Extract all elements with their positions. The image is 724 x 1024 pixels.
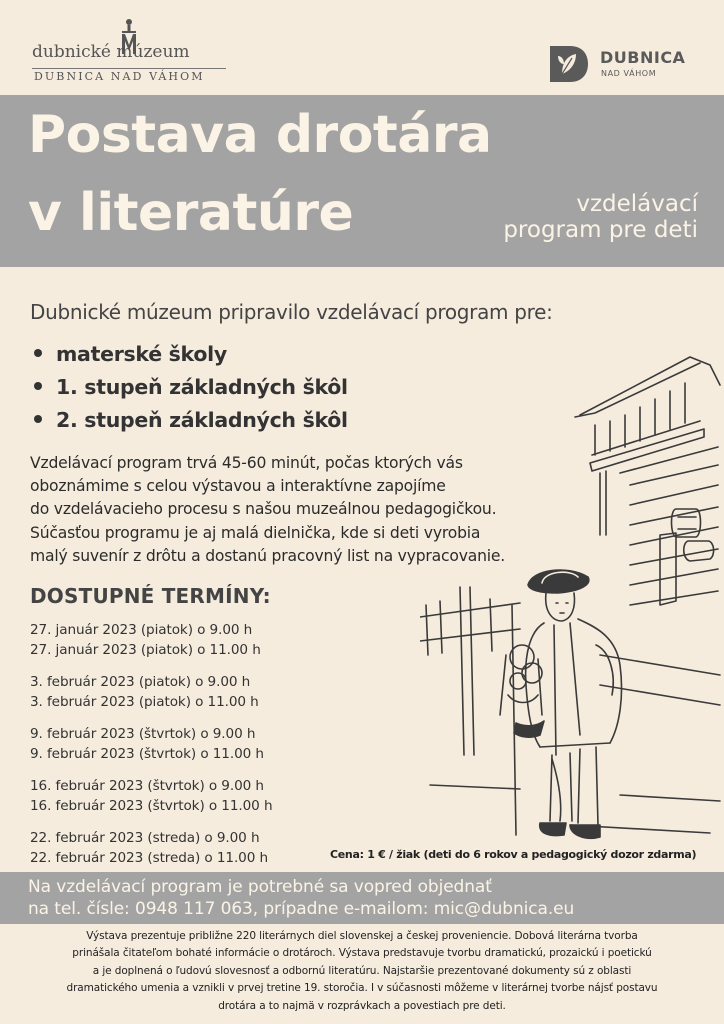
- program-description: [30, 452, 600, 568]
- title-line-2: v literatúre: [28, 183, 354, 243]
- intro-text: Dubnické múzeum pripravilo vzdelávací program pre:: [30, 300, 553, 324]
- footer-line: dramatického umenia a vznikli v prvej tretine 19. storočia. I v súčasnosti môžeme v literárnej tvorbe nájsť postavu: [66, 982, 658, 995]
- date-item: 27. január 2023 (piatok) o 9.00 h: [30, 622, 253, 638]
- description-line: Súčasťou programu je aj malá dielnička, kde si deti vyrobia: [30, 523, 481, 542]
- tinker-drotar-drawing: [420, 355, 724, 855]
- date-item: 3. február 2023 (piatok) o 11.00 h: [30, 694, 259, 710]
- date-item: 27. január 2023 (piatok) o 11.00 h: [30, 642, 261, 658]
- date-item: 16. február 2023 (štvrtok) o 11.00 h: [30, 798, 273, 814]
- bullet-icon: [34, 415, 42, 423]
- footer-line: Výstava prezentuje približne 220 literárnych diel slovenskej a českej proveniencie. Dobová literárna tvorba: [86, 930, 638, 942]
- contact-line-2: na tel. čísle: 0948 117 063, prípadne e-mailom: mic@dubnica.eu: [28, 899, 575, 919]
- museum-logo: [32, 18, 232, 83]
- bullet-icon: [34, 349, 42, 357]
- date-group: [30, 620, 272, 660]
- dates-list: [30, 620, 272, 880]
- museum-name: dubnické múzeum: [32, 42, 190, 62]
- date-item: 16. február 2023 (štvrtok) o 9.00 h: [30, 778, 264, 794]
- date-group: [30, 672, 272, 712]
- audience-item: 2. stupeň základných škôl: [34, 404, 348, 437]
- city-name: DUBNICA: [600, 48, 686, 67]
- date-item: 9. február 2023 (štvrtok) o 11.00 h: [30, 746, 264, 762]
- date-item: 3. február 2023 (piatok) o 9.00 h: [30, 674, 251, 690]
- date-item: 9. február 2023 (štvrtok) o 9.00 h: [30, 726, 256, 742]
- description-line: do vzdelávacieho procesu s našou muzeálnou pedagogičkou.: [30, 500, 497, 519]
- description-line: malý suvenír z drôtu a dostanú pracovný list na vypracovanie.: [30, 546, 506, 565]
- date-item: 22. február 2023 (streda) o 11.00 h: [30, 850, 269, 866]
- date-group: [30, 724, 272, 764]
- city-subtitle: NAD VÁHOM: [601, 69, 657, 78]
- footer-line: drotára a to najmä v rozprávkach a povestiach pre deti.: [218, 999, 506, 1012]
- footer-line: a je doplnená o ľudovú slovesnosť a odbornú literatúru. Najstaršie prezentované dokumenty sú z oblasti: [92, 964, 632, 977]
- footer-line: prinášala čitateľom bohaté informácie o drotároch. Výstava predstavuje tvorbu dramatickú, prozaickú i poetickú: [72, 947, 652, 960]
- bullet-icon: [34, 382, 42, 390]
- dubnica-shield-leaf-icon: [548, 44, 590, 84]
- audience-item: materské školy: [34, 338, 348, 371]
- price-note: Cena: 1 € / žiak (deti do 6 rokov a pedagogický dozor zdarma): [330, 848, 697, 861]
- title-line-1: Postava drotára: [28, 105, 492, 165]
- terms-heading: DOSTUPNÉ TERMÍNY:: [30, 584, 271, 608]
- audience-list: [34, 338, 348, 437]
- subtitle-line-2: program pre deti: [503, 217, 698, 243]
- city-logo: [548, 42, 708, 86]
- title-banner: [0, 95, 724, 267]
- subtitle-line-1: vzdelávací: [576, 191, 698, 217]
- audience-item: 1. stupeň základných škôl: [34, 371, 348, 404]
- date-group: [30, 828, 272, 868]
- description-line: oboznámime s celou výstavou a interaktívne zapojíme: [30, 477, 446, 496]
- description-line: Vzdelávací program trvá 45-60 minút, počas ktorých vás: [30, 454, 463, 472]
- contact-banner: [0, 872, 724, 924]
- date-item: 22. február 2023 (streda) o 9.00 h: [30, 830, 260, 846]
- date-group: [30, 776, 272, 816]
- exhibition-description: [0, 928, 724, 1015]
- museum-logo-rule: [32, 68, 226, 69]
- contact-line-1: Na vzdelávací program je potrebné sa vopred objednať: [28, 877, 492, 897]
- museum-city: DUBNICA NAD VÁHOM: [34, 70, 205, 83]
